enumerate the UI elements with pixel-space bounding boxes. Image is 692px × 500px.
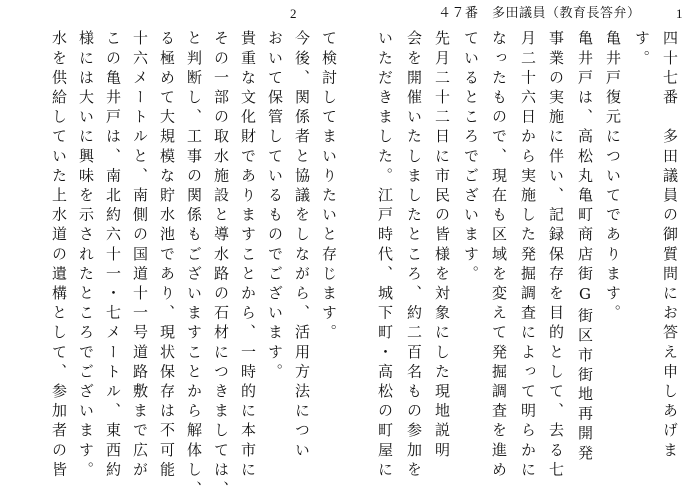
text-line: 貴重な文化財でありますことから、一時的に本市に [239, 30, 257, 481]
text-line: 先月二十二日に市民の皆様を対象にした現地説明 [433, 30, 451, 462]
page-number: 2 [290, 6, 297, 21]
text-line: す。 [633, 30, 651, 70]
text-line: 月二十六日から実施した発掘調査によって明らかに [519, 30, 537, 481]
text-line: なったもので、現在も区域を変えて発掘調査を進め [490, 30, 508, 481]
text-line: おいて保管しているものでございます。 [266, 30, 284, 383]
text-line: 事業の実施に伴い、記録保存を目的として、去る七 [547, 30, 565, 481]
text-line: いただきました。江戸時代、城下町・高松の町屋に [376, 30, 394, 481]
text-line: この亀井戸は、南北約六十一・七メートル、東西約 [104, 30, 122, 481]
text-line: る極めて大規模な貯水池であり、現状保存は不可能 [158, 30, 176, 481]
text-line: 亀井戸復元についてであります。 [604, 30, 622, 324]
text-line: 会を開催いたしましたところ、約二百名もの参加を [405, 30, 423, 481]
right-page [346, 0, 692, 499]
text-line: 十六メートルと、南側の国道十一号道路敷まで広が [131, 30, 149, 481]
text-line: 亀井戸は、高松丸亀町商店街G街区市街地再開発 [576, 30, 594, 465]
text-line: その一部の取水施設と導水路の石材につきましては、 [212, 30, 230, 500]
text-line: 四十七番 多田議員の御質問にお答え申しあげま [661, 30, 679, 462]
page-header: ４７番 多田議員（教育長答弁） [438, 6, 641, 21]
page-number: 1 [676, 6, 683, 21]
text-line: 様には大いに興味を示されたところでございます。 [77, 30, 95, 481]
text-line: 水を供給していた上水道の遺構として、参加者の皆 [50, 30, 68, 481]
text-line: 今後、関係者と協議をしながら、活用方法につい [293, 30, 311, 462]
text-line: と判断し、工事の関係もございますことから解体し、 [185, 30, 203, 500]
text-line: て検討してまいりたいと存じます。 [320, 30, 338, 344]
left-page [0, 0, 346, 499]
text-line: ているところでございます。 [462, 30, 480, 285]
